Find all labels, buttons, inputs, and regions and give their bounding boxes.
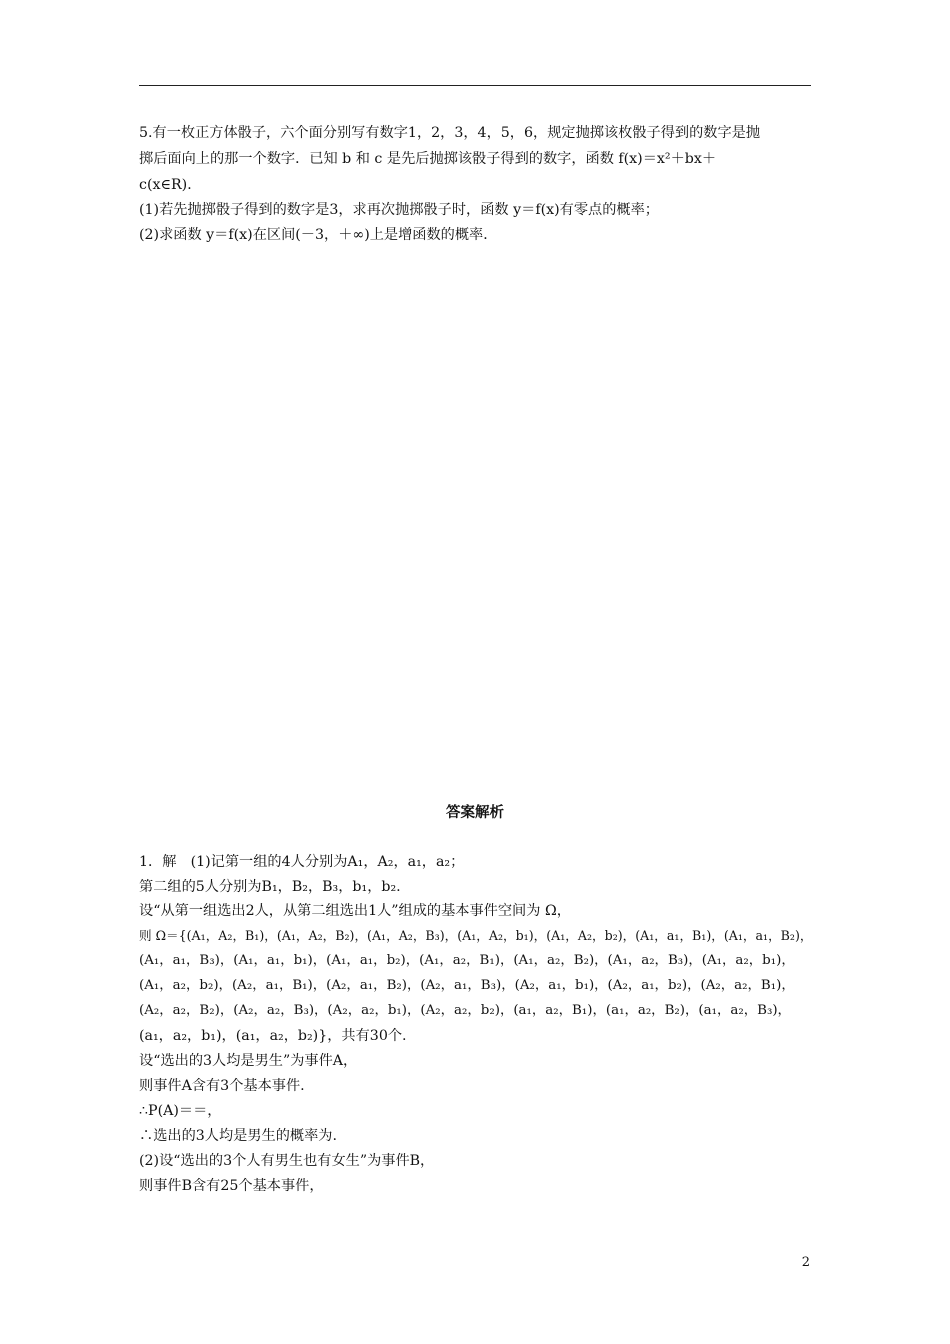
answer-line: ∴P(A)＝＝， — [139, 1103, 222, 1119]
answer-line: (2)设“选出的3个人有男生也有女生”为事件B， — [139, 1153, 435, 1169]
answer-line: 则 Ω＝{(A₁，A₂，B₁)，(A₁，A₂，B₂)，(A₁，A₂，B₃)，(A₁，A₂，b₁)，(A₁，A₂，b₂)，(A₁，a₁，B₁)，(A₁，a₁，B₂)， — [139, 928, 813, 943]
header-rule — [139, 85, 811, 86]
problem-line: 掷后面向上的那一个数字．已知 b 和 c 是先后抛掷该骰子得到的数字，函数 f(x)＝x²＋bx＋ — [139, 151, 717, 167]
answer-line: (A₂，a₂，B₂)，(A₂，a₂，B₃)，(A₂，a₂，b₁)，(A₂，a₂，b₂)，(a₁，a₂，B₁)，(a₁，a₂，B₂)，(a₁，a₂，B₃)， — [139, 1003, 791, 1018]
answer-line: 则事件A含有3个基本事件. — [139, 1078, 305, 1094]
answer-line: 设“选出的3人均是男生”为事件A， — [139, 1053, 358, 1069]
answer-line: 1．解 (1)记第一组的4人分别为A₁，A₂，a₁，a₂； — [139, 854, 465, 870]
answer-line: ∴选出的3人均是男生的概率为. — [139, 1128, 337, 1144]
answer-line: (A₁，a₁，B₃)，(A₁，a₁，b₁)，(A₁，a₁，b₂)，(A₁，a₂，B₁)，(A₁，a₂，B₂)，(A₁，a₂，B₃)，(A₁，a₂，b₁)， — [139, 953, 795, 968]
answer-title: 答案解析 — [446, 805, 504, 821]
problem-line: (1)若先抛掷骰子得到的数字是3，求再次抛掷骰子时，函数 y＝f(x)有零点的概率； — [139, 202, 659, 218]
problem-line: 5.有一枚正方体骰子，六个面分别写有数字1，2，3，4，5，6，规定抛掷该枚骰子得到的数字是抛 — [139, 125, 761, 141]
answer-line: 第二组的5人分别为B₁，B₂，B₃，b₁，b₂. — [139, 879, 401, 895]
answer-line: 设“从第一组选出2人，从第二组选出1人”组成的基本事件空间为 Ω， — [139, 903, 571, 919]
problem-line: c(x∈R)． — [139, 177, 202, 193]
page-number: 2 — [801, 1255, 810, 1270]
answer-line: (A₁，a₂，b₂)，(A₂，a₁，B₁)，(A₂，a₁，B₂)，(A₂，a₁，B₃)，(A₂，a₁，b₁)，(A₂，a₁，b₂)，(A₂，a₂，B₁)， — [139, 978, 795, 993]
answer-line: 则事件B含有25个基本事件， — [139, 1178, 324, 1194]
answer-line: (a₁，a₂，b₁)，(a₁，a₂，b₂)}，共有30个. — [139, 1028, 407, 1044]
problem-line: (2)求函数 y＝f(x)在区间(－3，＋∞)上是增函数的概率． — [139, 227, 498, 243]
